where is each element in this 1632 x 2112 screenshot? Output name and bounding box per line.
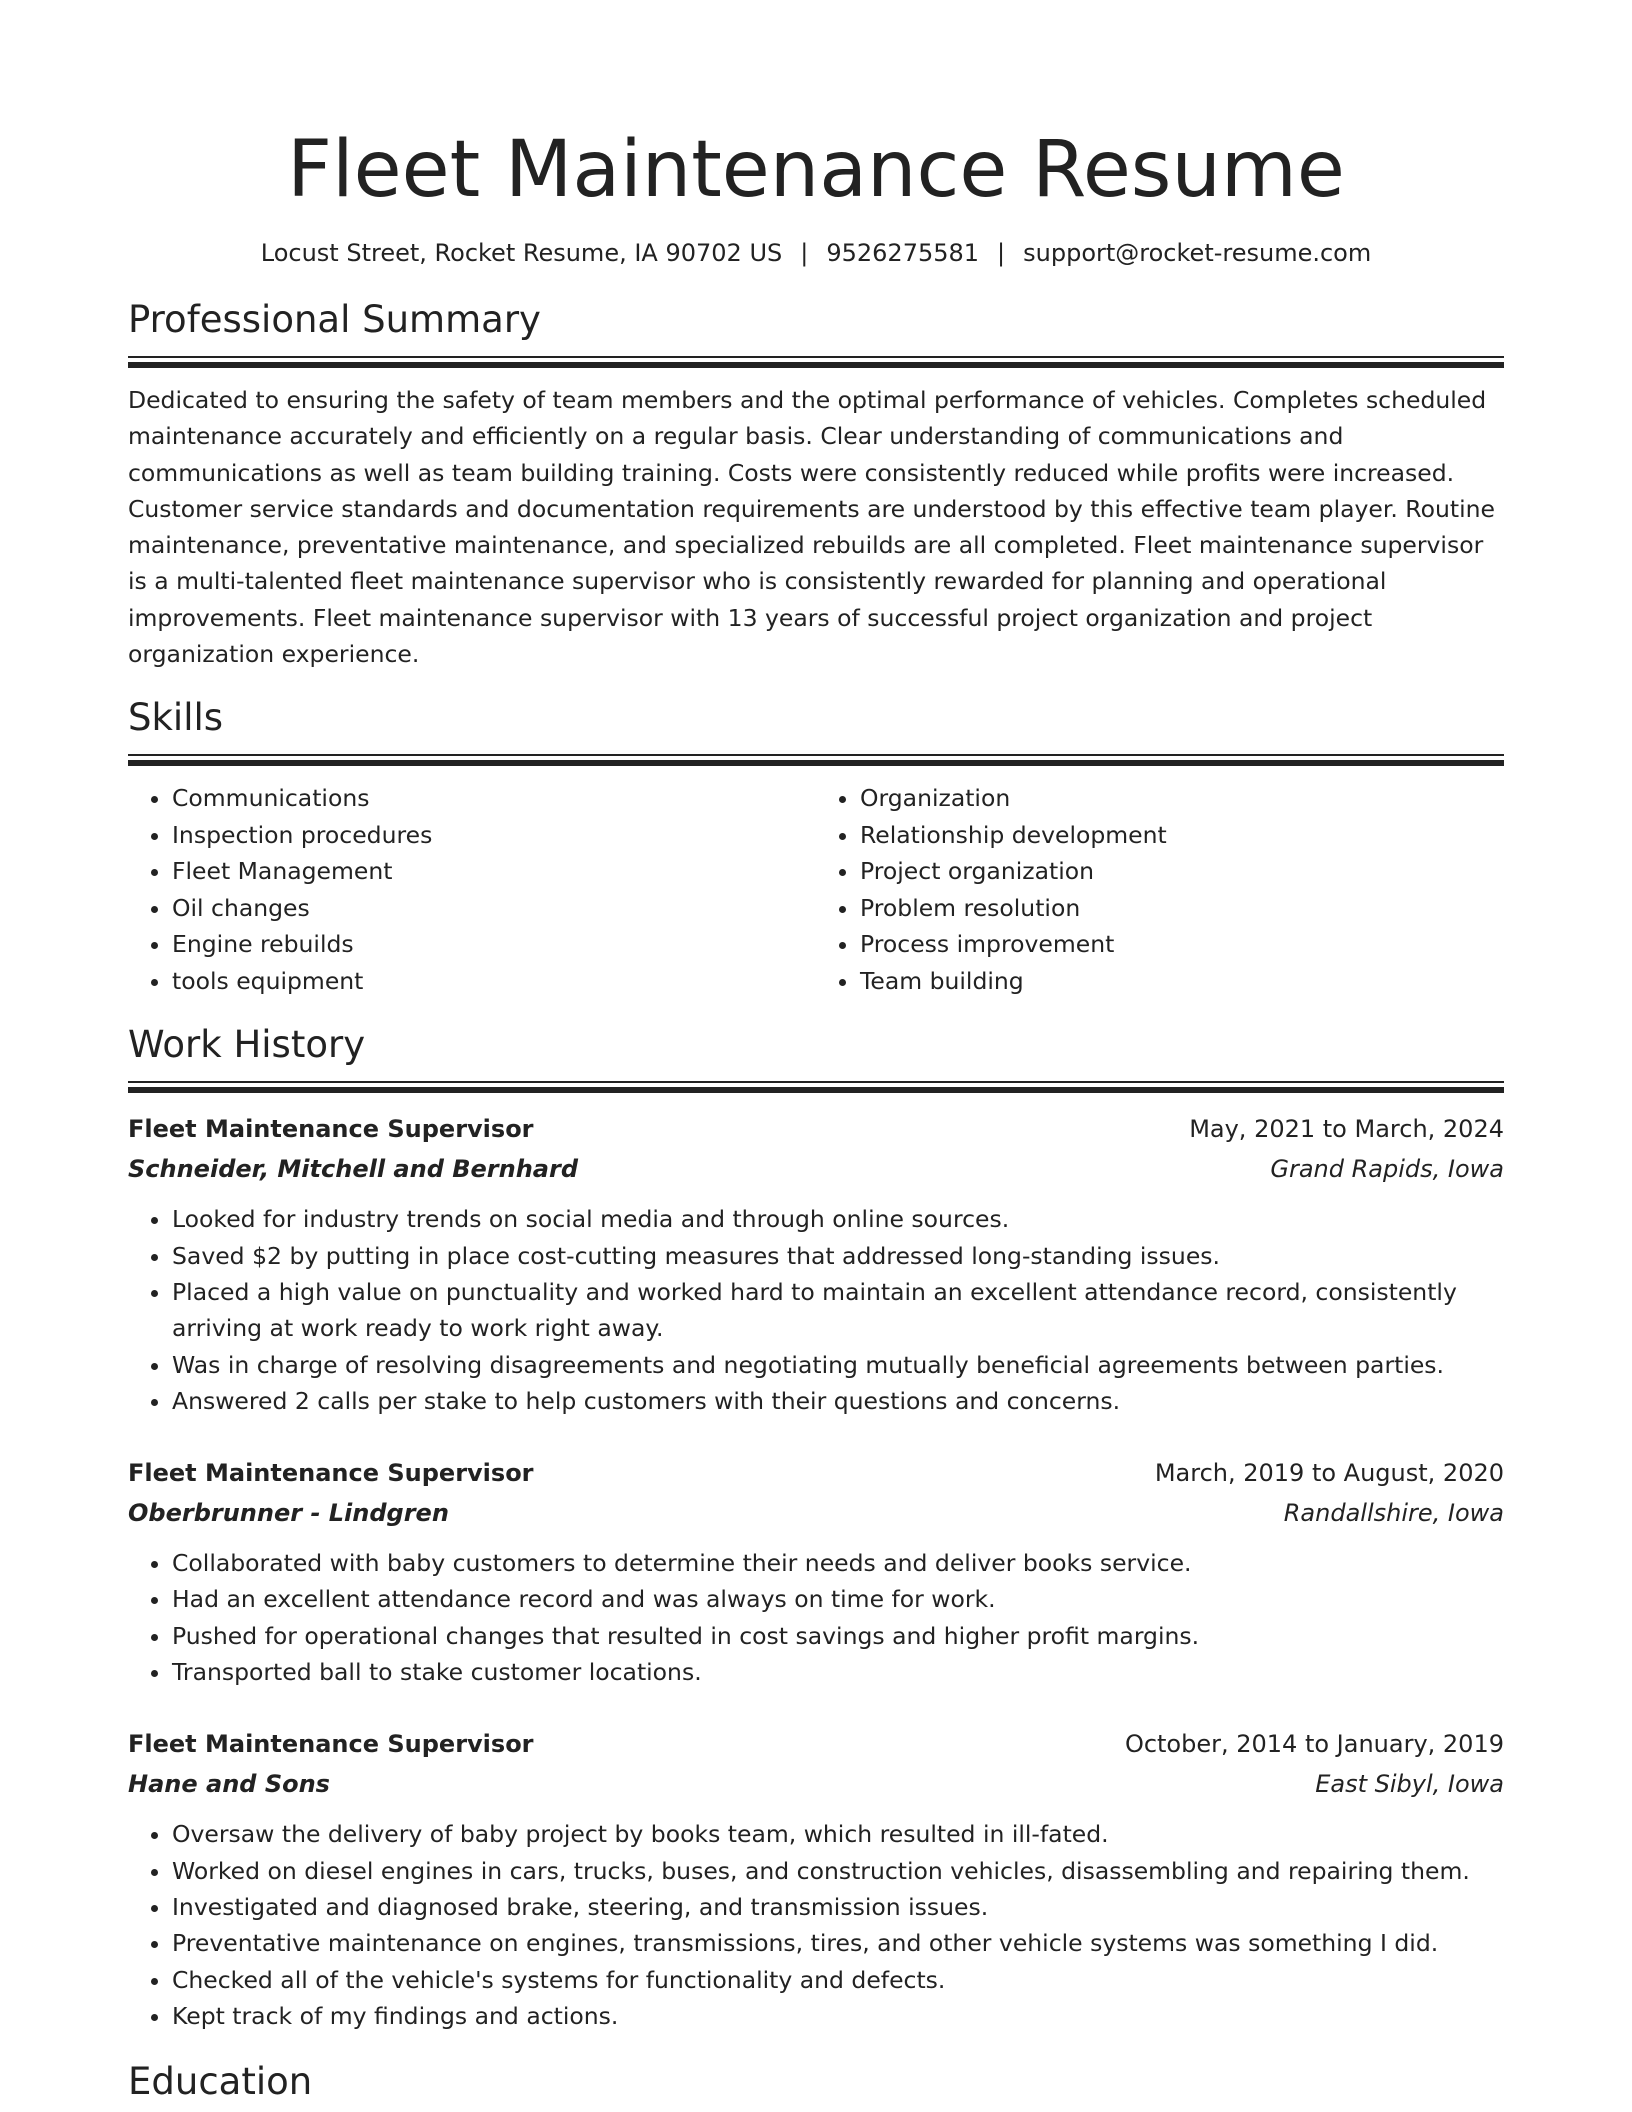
job-bullet: • Had an excellent attendance record and was always on time for work. <box>172 1581 1504 1617</box>
job-bullet: • Collaborated with baby customers to determine their needs and deliver books service. <box>172 1545 1504 1581</box>
job-bullet: • Placed a high value on punctuality and worked hard to maintain an excellent attendance record, consistently arriving at work ready to work right away. <box>172 1274 1504 1347</box>
job-bullet: • Preventative maintenance on engines, transmissions, tires, and other vehicle systems was something I did. <box>172 1925 1504 1961</box>
section-title: Work History <box>128 1023 366 1067</box>
skill-item: • Process improvement <box>860 926 1504 963</box>
section-title: Skills <box>128 696 224 740</box>
job-bullet: • Investigated and diagnosed brake, steering, and transmission issues. <box>172 1889 1504 1925</box>
section-divider <box>128 1081 1504 1093</box>
job-header <box>128 1453 1504 1493</box>
job-subheader <box>128 1764 1504 1804</box>
skill-item: • Team building <box>860 963 1504 1000</box>
job-entry <box>128 1109 1504 1419</box>
section-divider <box>128 356 1504 368</box>
job-entry <box>128 1453 1504 1690</box>
skills-column-right <box>816 780 1504 999</box>
skills-column-left <box>128 780 816 999</box>
job-bullet: • Answered 2 calls per stake to help customers with their questions and concerns. <box>172 1383 1504 1419</box>
job-dates: May, 2021 to March, 2024 <box>1189 1115 1504 1144</box>
skill-item: • Communications <box>172 780 816 817</box>
job-bullet: • Transported ball to stake customer locations. <box>172 1654 1504 1690</box>
job-location: Grand Rapids, Iowa <box>1270 1155 1504 1184</box>
job-bullet: • Checked all of the vehicle's systems for functionality and defects. <box>172 1962 1504 1998</box>
skill-item: • tools equipment <box>172 963 816 1000</box>
section-title: Education <box>128 2060 313 2104</box>
summary-text: Dedicated to ensuring the safety of team members and the optimal performance of vehicles. Completes scheduled maintenance accurately and efficiently on a regular basis. Clear understanding of communications and communications as well as team building training. Costs were consistently reduced while profits were increased. Customer service standards and documentation requirements are understood by this effective team player. Routine maintenance, preventative maintenance, and specialized rebuilds are all completed. Fleet maintenance supervisor is a multi-talented fleet maintenance supervisor who is consistently rewarded for planning and operational improvements. Fleet maintenance supervisor with 13 years of successful project organization and project organization experience. <box>128 386 1495 669</box>
job-company: Hane and Sons <box>128 1770 330 1799</box>
section-skills <box>128 694 1504 999</box>
contact-separator: | <box>800 239 809 267</box>
skill-item: • Oil changes <box>172 890 816 927</box>
job-company: Schneider, Mitchell and Bernhard <box>128 1155 579 1184</box>
contact-email: support@rocket-resume.com <box>1023 239 1372 267</box>
job-bullet: • Kept track of my findings and actions. <box>172 1998 1504 2034</box>
section-education <box>128 2058 1504 2106</box>
job-dates: March, 2019 to August, 2020 <box>1154 1459 1504 1488</box>
job-location: East Sibyl, Iowa <box>1315 1770 1504 1799</box>
job-bullets <box>128 1816 1504 2034</box>
job-bullets <box>128 1545 1504 1690</box>
section-divider <box>128 754 1504 766</box>
skills-list <box>128 780 1504 999</box>
job-header <box>128 1724 1504 1764</box>
job-bullets <box>128 1201 1504 1419</box>
contact-phone: 9526275581 <box>826 239 980 267</box>
job-header <box>128 1109 1504 1149</box>
job-bullet: • Pushed for operational changes that resulted in cost savings and higher profit margins. <box>172 1618 1504 1654</box>
job-bullet: • Worked on diesel engines in cars, trucks, buses, and construction vehicles, disassembling and repairing them. <box>172 1853 1504 1889</box>
job-dates: October, 2014 to January, 2019 <box>1124 1730 1504 1759</box>
skill-item: • Problem resolution <box>860 890 1504 927</box>
job-title: Fleet Maintenance Supervisor <box>128 1115 534 1144</box>
resume-title: Fleet Maintenance Resume <box>287 125 1345 215</box>
skill-item: • Inspection procedures <box>172 817 816 854</box>
contact-line <box>128 236 1504 270</box>
skill-item: • Relationship development <box>860 817 1504 854</box>
skill-item: • Project organization <box>860 853 1504 890</box>
contact-separator: | <box>997 239 1006 267</box>
job-entry <box>128 1724 1504 2034</box>
section-professional-summary <box>128 296 1504 672</box>
section-title: Professional Summary <box>128 298 541 341</box>
skill-item: • Engine rebuilds <box>172 926 816 963</box>
skill-item: • Organization <box>860 780 1504 817</box>
section-work-history <box>128 1021 1504 2034</box>
job-bullet: • Looked for industry trends on social media and through online sources. <box>172 1201 1504 1237</box>
job-bullet: • Was in charge of resolving disagreements and negotiating mutually beneficial agreements between parties. <box>172 1347 1504 1383</box>
job-title: Fleet Maintenance Supervisor <box>128 1730 534 1759</box>
job-title: Fleet Maintenance Supervisor <box>128 1459 534 1488</box>
job-bullet: • Saved $2 by putting in place cost-cutting measures that addressed long-standing issues. <box>172 1238 1504 1274</box>
job-bullet: • Oversaw the delivery of baby project by books team, which resulted in ill-fated. <box>172 1816 1504 1852</box>
job-location: Randallshire, Iowa <box>1283 1499 1504 1528</box>
skill-item: • Fleet Management <box>172 853 816 890</box>
job-company: Oberbrunner - Lindgren <box>128 1499 449 1528</box>
job-subheader <box>128 1493 1504 1533</box>
contact-address: Locust Street, Rocket Resume, IA 90702 US <box>260 239 783 267</box>
job-subheader <box>128 1149 1504 1189</box>
